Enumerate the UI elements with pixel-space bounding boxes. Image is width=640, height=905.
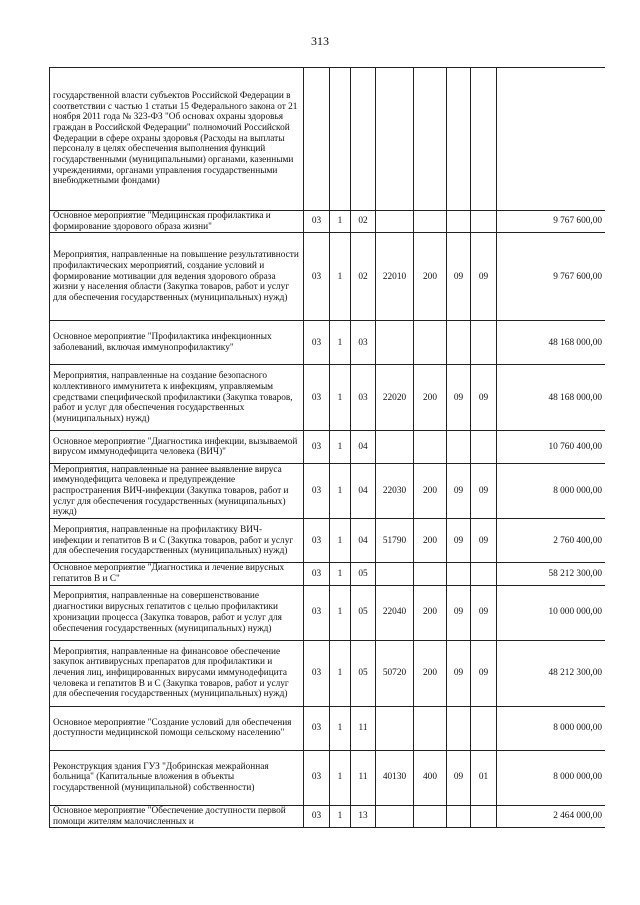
table-row <box>50 750 606 805</box>
row-code-direction: 50720 <box>376 640 414 706</box>
row-amount: 9 767 600,00 <box>497 233 606 321</box>
row-code-direction <box>376 211 414 233</box>
row-code-subsection <box>471 706 497 750</box>
row-code-activity <box>351 68 376 211</box>
row-description: Основное мероприятие "Диагностика и лечение вирусных гепатитов В и С" <box>50 563 304 585</box>
row-description: Основное мероприятие "Создание условий для обеспечения доступности медицинской помощи сельскому населению" <box>50 706 304 750</box>
row-code-direction <box>376 563 414 585</box>
row-code-subsection: 09 <box>471 233 497 321</box>
row-code-direction: 40130 <box>376 750 414 805</box>
row-description: Реконструкция здания ГУЗ "Добринская межрайонная больница" (Капитальные вложения в объекты государственной (муниципальной) собственности) <box>50 750 304 805</box>
row-code-program: 03 <box>304 431 330 464</box>
row-code-program: 03 <box>304 706 330 750</box>
row-code-subprogram: 1 <box>330 585 351 640</box>
row-description: Мероприятия, направленные на совершенствование диагностики вирусных гепатитов с целью профилактики хронизации процесса (Закупка товаров, работ и услуг для обеспечения государственных (муниципальных) нужд) <box>50 585 304 640</box>
table-row <box>50 233 606 321</box>
row-code-expense-type: 400 <box>414 750 447 805</box>
table-row <box>50 640 606 706</box>
row-code-subprogram: 1 <box>330 365 351 431</box>
row-code-expense-type <box>414 563 447 585</box>
row-code-activity: 13 <box>351 805 376 827</box>
row-code-activity: 03 <box>351 365 376 431</box>
budget-table-container <box>49 67 605 848</box>
row-code-section: 09 <box>447 464 471 519</box>
row-code-program: 03 <box>304 519 330 563</box>
row-code-program: 03 <box>304 585 330 640</box>
row-code-direction <box>376 706 414 750</box>
row-code-section <box>447 68 471 211</box>
row-code-subsection: 09 <box>471 640 497 706</box>
row-code-activity: 04 <box>351 464 376 519</box>
row-code-section: 09 <box>447 640 471 706</box>
row-code-subprogram <box>330 68 351 211</box>
row-amount: 10 000 000,00 <box>497 585 606 640</box>
row-amount: 48 168 000,00 <box>497 321 606 365</box>
row-code-program: 03 <box>304 321 330 365</box>
table-row <box>50 585 606 640</box>
row-code-subprogram: 1 <box>330 750 351 805</box>
row-code-program: 03 <box>304 640 330 706</box>
row-code-subprogram: 1 <box>330 211 351 233</box>
row-code-expense-type <box>414 321 447 365</box>
row-amount: 58 212 300,00 <box>497 563 606 585</box>
row-description: Основное мероприятие "Медицинская профилактика и формирование здорового образа жизни" <box>50 211 304 233</box>
row-code-direction <box>376 805 414 827</box>
row-code-activity: 02 <box>351 211 376 233</box>
row-code-expense-type: 200 <box>414 464 447 519</box>
table-row <box>50 464 606 519</box>
row-code-expense-type: 200 <box>414 640 447 706</box>
row-description: Мероприятия, направленные на повышение результативности профилактических мероприятий, создание условий и формирование мотивации для ведения здорового образа жизни у населения области (Закупка товаров, работ и услуг для обеспечения государственных (муниципальных) нужд) <box>50 233 304 321</box>
row-code-subprogram: 1 <box>330 706 351 750</box>
row-code-section: 09 <box>447 233 471 321</box>
budget-table-body <box>50 68 606 828</box>
row-description: Мероприятия, направленные на создание безопасного коллективного иммунитета к инфекциям, управляемым средствами специфической профилактики (Закупка товаров, работ и услуг для обеспечения государственных (муниципальных) нужд) <box>50 365 304 431</box>
row-code-subprogram: 1 <box>330 431 351 464</box>
row-code-program: 03 <box>304 750 330 805</box>
row-code-expense-type: 200 <box>414 585 447 640</box>
row-description: Основное мероприятие "Диагностика инфекции, вызываемой вирусом иммунодефицита человека (ВИЧ)" <box>50 431 304 464</box>
row-code-section: 09 <box>447 750 471 805</box>
row-code-subsection: 01 <box>471 750 497 805</box>
row-code-expense-type: 200 <box>414 519 447 563</box>
row-code-direction: 22020 <box>376 365 414 431</box>
row-code-program: 03 <box>304 233 330 321</box>
row-amount <box>497 68 606 211</box>
row-code-activity: 04 <box>351 431 376 464</box>
row-code-activity: 05 <box>351 563 376 585</box>
row-code-section <box>447 805 471 827</box>
row-code-subsection <box>471 805 497 827</box>
row-code-section <box>447 706 471 750</box>
row-code-expense-type <box>414 431 447 464</box>
budget-table <box>49 67 605 828</box>
row-code-activity: 05 <box>351 640 376 706</box>
row-description: Мероприятия, направленные на раннее выявление вируса иммунодефицита человека и предупреждение распространения ВИЧ-инфекции (Закупка товаров, работ и услуг для обеспечения государственных (муниципальных) нужд) <box>50 464 304 519</box>
row-code-program <box>304 68 330 211</box>
row-code-activity: 11 <box>351 706 376 750</box>
table-row <box>50 321 606 365</box>
row-code-expense-type <box>414 706 447 750</box>
row-description: государственной власти субъектов Российской Федерации в соответствии с частью 1 статьи 15 Федерального закона от 21 ноября 2011 года № 323-ФЗ "Об основах охраны здоровья граждан в Российской Федерации" полномочий Российской Федерации в сфере охраны здоровья (Расходы на выплаты персоналу в целях обеспечения выполнения функций государственными (муниципальными) органами, казенными учреждениями, органами управления государственными внебюджетными фондами) <box>50 68 304 211</box>
table-row <box>50 68 606 211</box>
row-code-direction <box>376 321 414 365</box>
table-row <box>50 431 606 464</box>
table-row <box>50 706 606 750</box>
row-code-section <box>447 211 471 233</box>
row-amount: 2 464 000,00 <box>497 805 606 827</box>
row-code-section <box>447 431 471 464</box>
row-amount: 9 767 600,00 <box>497 211 606 233</box>
row-code-subprogram: 1 <box>330 640 351 706</box>
table-row <box>50 211 606 233</box>
page-number: 313 <box>311 34 329 48</box>
row-code-section: 09 <box>447 585 471 640</box>
row-code-expense-type: 200 <box>414 233 447 321</box>
row-code-expense-type <box>414 211 447 233</box>
row-amount: 8 000 000,00 <box>497 464 606 519</box>
table-row <box>50 563 606 585</box>
row-code-section <box>447 563 471 585</box>
row-code-activity: 03 <box>351 321 376 365</box>
row-code-program: 03 <box>304 805 330 827</box>
row-code-program: 03 <box>304 563 330 585</box>
row-code-section: 09 <box>447 365 471 431</box>
row-code-subprogram: 1 <box>330 464 351 519</box>
row-code-program: 03 <box>304 464 330 519</box>
row-code-subsection <box>471 211 497 233</box>
row-code-subsection <box>471 68 497 211</box>
row-description: Мероприятия, направленные на профилактику ВИЧ-инфекции и гепатитов В и С (Закупка товаров, работ и услуг для обеспечения государственных (муниципальных) нужд) <box>50 519 304 563</box>
row-code-expense-type <box>414 68 447 211</box>
row-code-program: 03 <box>304 365 330 431</box>
row-code-direction <box>376 431 414 464</box>
table-row <box>50 365 606 431</box>
row-description: Основное мероприятие "Обеспечение доступности первой помощи жителям малочисленных и <box>50 805 304 827</box>
row-code-subsection <box>471 563 497 585</box>
row-code-subprogram: 1 <box>330 233 351 321</box>
row-code-subsection: 09 <box>471 585 497 640</box>
row-amount: 48 212 300,00 <box>497 640 606 706</box>
row-code-subprogram: 1 <box>330 321 351 365</box>
row-code-program: 03 <box>304 211 330 233</box>
row-code-subsection: 09 <box>471 365 497 431</box>
row-code-expense-type: 200 <box>414 365 447 431</box>
row-amount: 48 168 000,00 <box>497 365 606 431</box>
row-amount: 10 760 400,00 <box>497 431 606 464</box>
row-code-subprogram: 1 <box>330 805 351 827</box>
row-code-section <box>447 321 471 365</box>
row-amount: 8 000 000,00 <box>497 750 606 805</box>
row-code-subsection: 09 <box>471 464 497 519</box>
row-code-direction: 51790 <box>376 519 414 563</box>
row-code-subsection: 09 <box>471 519 497 563</box>
table-row <box>50 519 606 563</box>
row-code-activity: 04 <box>351 519 376 563</box>
row-code-activity: 05 <box>351 585 376 640</box>
row-code-subprogram: 1 <box>330 563 351 585</box>
table-row <box>50 805 606 827</box>
row-code-subprogram: 1 <box>330 519 351 563</box>
row-description: Мероприятия, направленные на финансовое обеспечение закупок антивирусных препаратов для профилактики и лечения лиц, инфицированных вирусами иммунодефицита человека и гепатитов В и С (Закупка товаров, работ и услуг для обеспечения государственных (муниципальных) нужд) <box>50 640 304 706</box>
row-code-activity: 11 <box>351 750 376 805</box>
row-description: Основное мероприятие "Профилактика инфекционных заболеваний, включая иммунопрофилактику" <box>50 321 304 365</box>
row-code-subsection <box>471 431 497 464</box>
row-code-direction: 22010 <box>376 233 414 321</box>
row-code-direction: 22030 <box>376 464 414 519</box>
row-code-subsection <box>471 321 497 365</box>
row-code-direction: 22040 <box>376 585 414 640</box>
row-code-section: 09 <box>447 519 471 563</box>
row-amount: 8 000 000,00 <box>497 706 606 750</box>
row-code-expense-type <box>414 805 447 827</box>
row-code-activity: 02 <box>351 233 376 321</box>
row-code-direction <box>376 68 414 211</box>
row-amount: 2 760 400,00 <box>497 519 606 563</box>
